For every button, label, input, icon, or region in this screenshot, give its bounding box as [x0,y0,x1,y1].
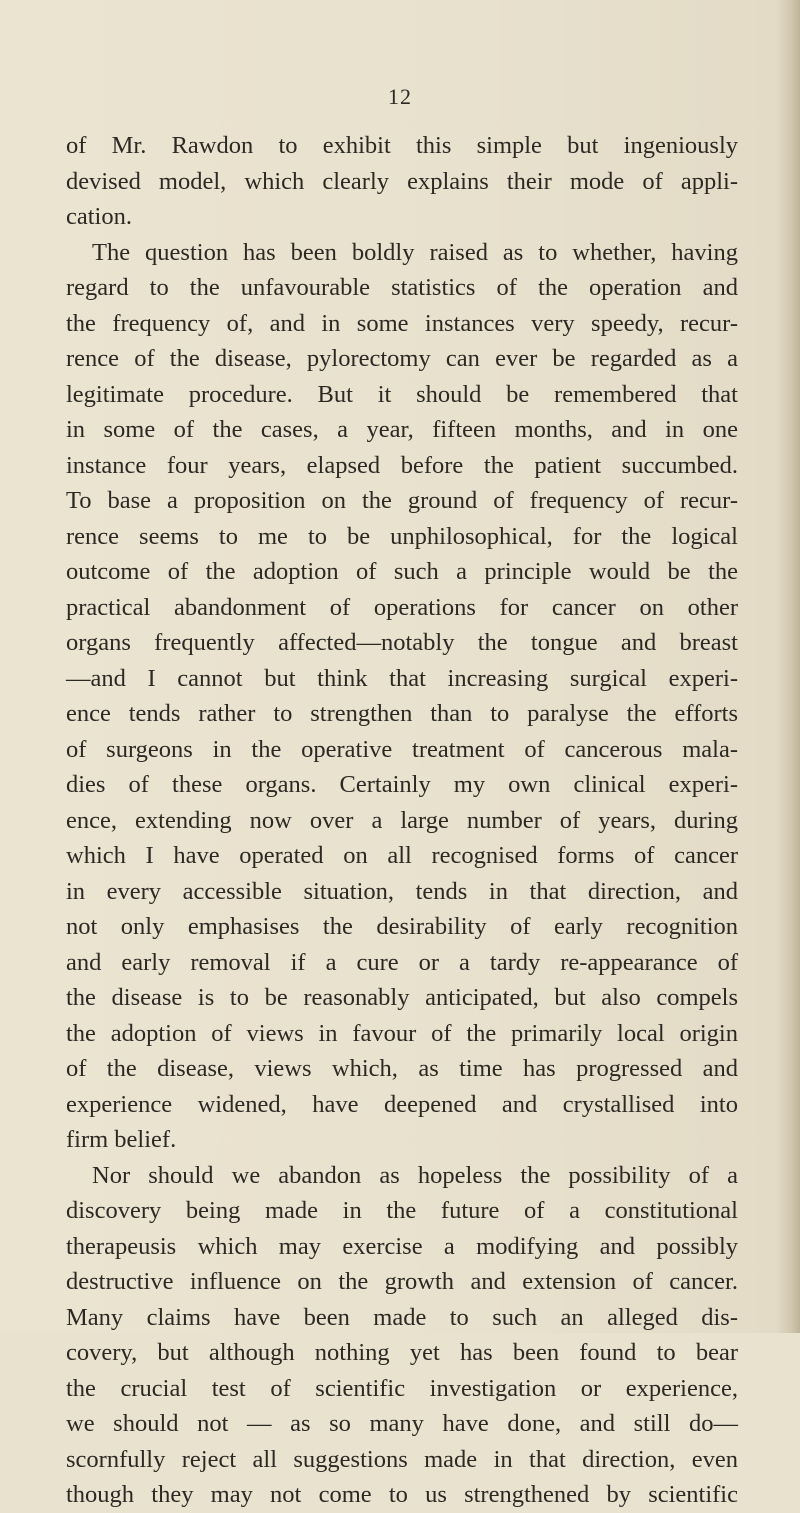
text-line: devised model, which clearly explains their mode of appli- [66,167,738,195]
text-line: organs frequently affected—notably the tongue and breast [66,629,738,656]
text-line: legitimate procedure. But it should be remembered that [66,380,738,408]
text-line: The question has been boldly raised as to whether, having [92,238,738,266]
text-line: the adoption of views in favour of the primarily local origin [66,1019,738,1047]
text-line: destructive influence on the growth and extension of cancer. [66,1268,738,1295]
text-line: outcome of the adoption of such a principle would be the [66,558,738,585]
text-line: in every accessible situation, tends in that direction, and [66,877,738,905]
body-text [66,128,738,1513]
text-line: the crucial test of scientific investigation or experience, [66,1374,738,1402]
text-line: in some of the cases, a year, fifteen months, and in one [66,416,738,443]
text-line: Many claims have been made to such an alleged dis- [66,1303,738,1331]
text-line: dies of these organs. Certainly my own clinical experi- [66,771,738,798]
text-line: therapeusis which may exercise a modifying and possibly [66,1232,738,1260]
text-line: the disease is to be reasonably anticipated, but also compels [66,984,738,1011]
text-line: firm belief. [66,1126,177,1153]
text-line: Nor should we abandon as hopeless the possibility of a [92,1161,738,1189]
paragraph [66,235,738,1158]
text-line: not only emphasises the desirability of early recognition [66,913,738,940]
paragraph [66,1158,738,1513]
text-line: which I have operated on all recognised forms of cancer [66,842,738,869]
text-line: of Mr. Rawdon to exhibit this simple but ingeniously [66,132,738,159]
text-line: of the disease, views which, as time has progressed and [66,1055,738,1082]
text-line: of surgeons in the operative treatment of cancerous mala- [66,735,738,763]
text-line: regard to the unfavourable statistics of the operation and [66,274,738,301]
text-line: experience widened, have deepened and crystallised into [66,1090,738,1118]
text-line: cation. [66,203,132,230]
text-line: ence tends rather to strengthen than to paralyse the efforts [66,700,738,727]
text-line: To base a proposition on the ground of frequency of recur- [66,487,738,514]
text-line: and early removal if a cure or a tardy re-appearance of [66,948,738,976]
text-line: rence seems to me to be unphilosophical, for the logical [66,522,738,550]
paragraph [66,128,738,235]
text-line: instance four years, elapsed before the patient succumbed. [66,451,738,479]
text-line: covery, but although nothing yet has been found to bear [66,1339,738,1366]
text-line: rence of the disease, pylorectomy can ever be regarded as a [66,345,738,372]
page-number: 12 [388,84,412,109]
text-line: the frequency of, and in some instances very speedy, recur- [66,309,738,337]
text-line: we should not — as so many have done, and still do— [66,1410,738,1437]
text-line: discovery being made in the future of a constitutional [66,1197,738,1224]
text-line: —and I cannot but think that increasing surgical experi- [66,664,738,692]
text-line: practical abandonment of operations for cancer on other [66,593,738,621]
text-line: though they may not come to us strengthened by scientific [66,1481,738,1508]
text-line: ence, extending now over a large number of years, during [66,806,738,834]
text-line: scornfully reject all suggestions made in that direction, even [66,1445,738,1473]
